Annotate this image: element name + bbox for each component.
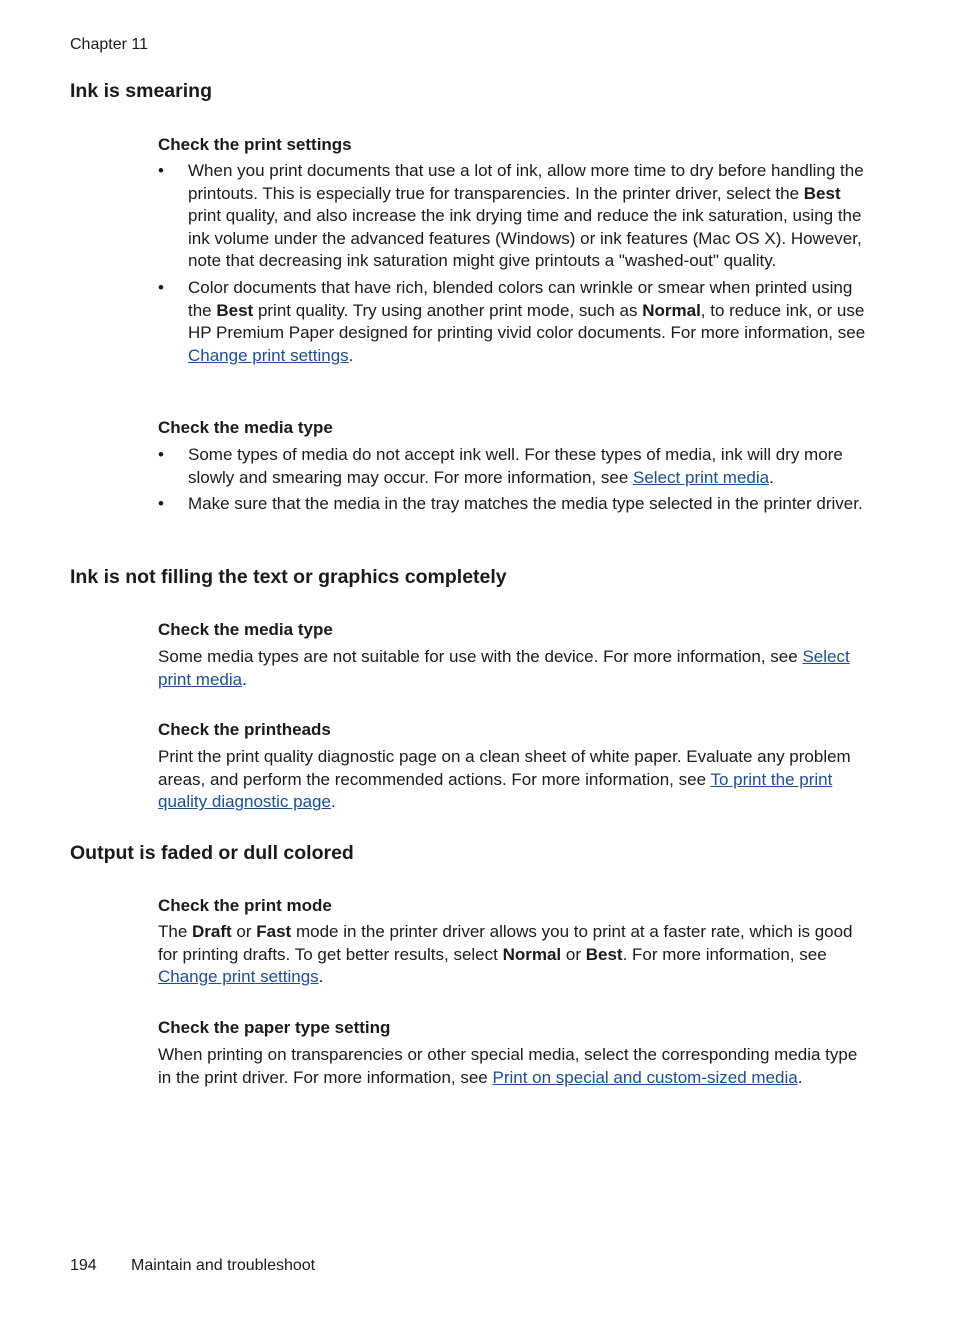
link-change-print-settings[interactable]: Change print settings <box>188 345 349 365</box>
list-item: • Make sure that the media in the tray matches the media type selected in the printer driver. <box>158 493 872 516</box>
page-number: 194 <box>70 1257 97 1274</box>
paper-type-paragraph: When printing on transparencies or other special media, select the corresponding media type in the print driver. For more information, see Print on special and custom-sized media. <box>158 1045 858 1087</box>
bullet-glyph: • <box>158 277 164 297</box>
chapter-label: Chapter 11 <box>70 36 148 53</box>
print-mode-paragraph: The Draft or Fast mode in the printer driver allows you to print at a faster rate, which is good for printing drafts. To get better results, select Normal or Best. For more information, see Change print settings. <box>158 922 853 987</box>
subsection-title-print-mode: Check the print mode <box>158 896 332 915</box>
media-type-list <box>158 444 872 520</box>
link-select-print-media-2[interactable]: Select print media <box>158 647 850 689</box>
section-title-ink-smearing: Ink is smearing <box>70 80 212 102</box>
bullet-glyph: • <box>158 161 164 180</box>
printheads-paragraph: Print the print quality diagnostic page on a clean sheet of white paper. Evaluate any problem areas, and perform the recommended actions. For more information, see To print the print quality diagnostic page. <box>158 747 851 812</box>
media-type-paragraph: Some media types are not suitable for use with the device. For more information, see Select print media. <box>158 647 850 689</box>
link-print-on-special-media[interactable]: Print on special and custom-sized media <box>492 1067 798 1087</box>
subsection-title-print-settings: Check the print settings <box>158 135 352 154</box>
link-change-print-settings-2[interactable]: Change print settings <box>158 967 319 987</box>
link-select-print-media[interactable]: Select print media <box>633 467 770 487</box>
print-settings-list <box>158 160 872 371</box>
section-title-ink-not-filling: Ink is not filling the text or graphics completely <box>70 566 507 588</box>
subsection-title-paper-type: Check the paper type setting <box>158 1018 391 1037</box>
list-item: • Color documents that have rich, blended colors can wrinkle or smear when printed using the Best print quality. Try using another print mode, such as Normal, to reduce ink, or use HP Premium Paper designed for printing vivid color documents. For more information, see Change print settings. <box>158 277 866 365</box>
section-title-output-faded: Output is faded or dull colored <box>70 842 354 864</box>
subsection-title-media-type: Check the media type <box>158 418 333 437</box>
list-item: • Some types of media do not accept ink well. For these types of media, ink will dry more slowly and smearing may occur. For more information, see Select print media. <box>158 445 843 487</box>
subsection-title-printheads: Check the printheads <box>158 720 331 739</box>
footer-section-name: Maintain and troubleshoot <box>131 1257 316 1274</box>
bullet-glyph: • <box>158 445 164 464</box>
subsection-title-media-type-2: Check the media type <box>158 620 333 639</box>
list-item: • When you print documents that use a lot of ink, allow more time to dry before handling the printouts. This is especially true for transparencies. In the printer driver, select the Best print quality, and also increase the ink drying time and reduce the ink saturation, using the ink volume under the advanced features (Windows) or ink features (Mac OS X). However, note that decreasing ink saturation might give printouts a "washed-out" quality. <box>158 161 864 271</box>
bullet-glyph: • <box>158 494 164 514</box>
link-print-quality-diagnostic[interactable]: To print the print quality diagnostic page <box>158 769 833 812</box>
